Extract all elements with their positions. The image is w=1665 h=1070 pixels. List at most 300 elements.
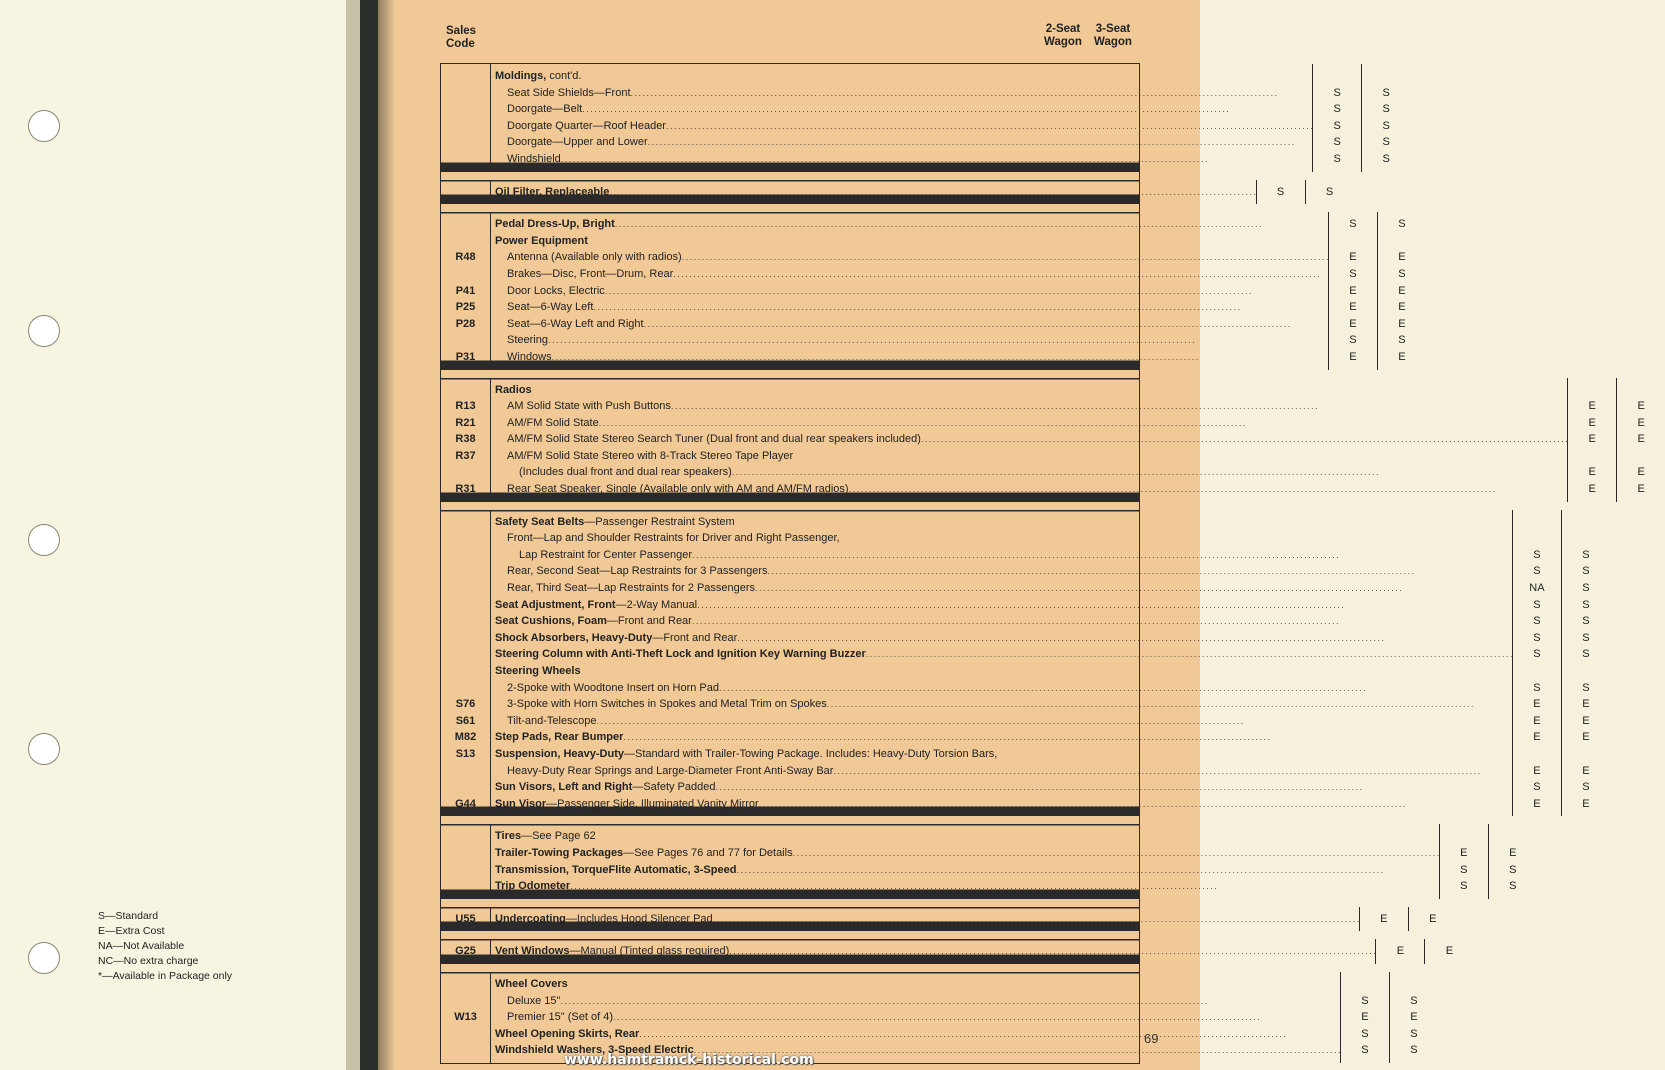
item-detail: Seat—6-Way Left [507,301,594,314]
item-name: Radios [495,383,532,396]
three-seat-value: E [1398,284,1406,297]
item-name: Suspension, Heavy-Duty [495,747,624,760]
item-name: Undercoating [495,912,566,925]
three-seat-value: E [1637,483,1645,496]
two-seat-value: S [1361,1027,1369,1040]
item-detail: cont'd. [546,70,582,82]
description-column [491,64,1312,172]
item-description [491,299,1328,316]
item-name: Steering Wheels [495,665,581,677]
description-column [491,510,1512,817]
item-description [491,613,1512,630]
item-name: Transmission, TorqueFlite Automatic, 3-Speed [495,863,737,876]
two-seat-value: E [1349,284,1357,297]
item-description [491,249,1328,266]
sales-code-column [441,824,491,898]
three-seat-value: S [1410,1044,1418,1057]
two-seat-value: S [1333,119,1341,132]
two-seat-value [1513,746,1561,763]
item-detail: (Includes dual front and dual rear speakers) [519,466,732,479]
item-detail: —See Pages 76 and 77 for Details [623,846,793,859]
two-seat-value: E [1588,433,1596,446]
sales-code-column [441,510,491,817]
three-seat-value: E [1445,945,1454,958]
three-seat-value: S [1398,334,1406,347]
item-description [491,481,1567,498]
sales-code [441,779,490,796]
header-sales-code: Sales Code [446,25,477,50]
sales-code: S13 [455,747,476,760]
sales-code: R21 [455,416,476,429]
item-detail: Seat Side Shields—Front [507,86,631,99]
legend-item: NA—Not Available [98,940,185,952]
item-description [491,464,1567,481]
description-column [491,939,1375,964]
sales-code: U55 [455,912,476,925]
sales-code [441,597,490,614]
two-seat-value: S [1333,152,1341,165]
sales-code [441,828,490,845]
sales-code [441,134,490,151]
item-description [491,547,1512,564]
sales-code [441,1042,490,1059]
item-name: Sun Visors, Left and Right [495,781,633,794]
item-detail: —Front and Rear [606,615,692,628]
sales-code [441,976,490,993]
two-seat-value: E [1588,400,1596,413]
item-detail: Premier 15" (Set of 4) [507,1011,613,1024]
two-seat-value [1568,382,1616,399]
two-seat-value: E [1588,416,1596,429]
two-seat-value: S [1349,218,1357,231]
two-seat-value [1329,233,1377,250]
two-seat-value [1313,68,1361,85]
header-3-seat-wagon: 3-Seat Wagon [1094,23,1132,48]
three-seat-value: E [1398,317,1406,330]
sales-code [441,613,490,630]
sales-code [441,630,490,647]
item-detail: —Includes Hood Silencer Pad [565,912,713,925]
item-detail: AM/FM Solid State Stereo with 8-Track Stereo Tape Player [507,449,794,462]
two-seat-value: E [1588,466,1596,479]
three-seat-column [1425,939,1473,964]
three-seat-value [1390,976,1438,993]
item-name: Windshield Washers, 3-Speed Electric [495,1044,694,1057]
sales-code-column [441,972,491,1063]
three-seat-value: S [1509,863,1517,876]
item-detail: Heavy-Duty Rear Springs and Large-Diameter Front Anti-Sway Bar [507,764,834,777]
three-seat-column [1489,824,1537,898]
item-description [491,828,1439,845]
item-detail: Brakes—Disc, Front—Drum, Rear [507,267,674,280]
item-detail: Lap Restraint for Center Passenger [519,548,693,561]
table-group [441,172,1334,205]
two-seat-value: E [1361,1011,1369,1024]
two-seat-value: E [1533,698,1541,711]
item-description [491,283,1328,300]
item-description [491,943,1375,960]
legend-item: S—Standard [98,910,159,922]
two-seat-value: S [1333,136,1341,149]
item-detail: Deluxe 15" [507,994,561,1007]
item-detail: —See Page 62 [521,830,596,843]
three-seat-value: E [1637,416,1645,429]
item-description [491,630,1512,647]
item-name: Step Pads, Rear Bumper [495,731,624,744]
item-detail: Door Locks, Electric [507,284,605,297]
legend [98,909,232,984]
item-description [491,993,1340,1010]
three-seat-value: S [1582,565,1590,578]
item-description [491,746,1512,763]
three-seat-value: E [1582,797,1590,810]
item-description [491,530,1512,547]
three-seat-value: S [1582,781,1590,794]
item-description [491,382,1567,399]
three-seat-value [1562,746,1610,763]
two-seat-value: S [1533,615,1541,628]
item-name: Seat Adjustment, Front [495,598,616,611]
two-seat-value: S [1533,565,1541,578]
item-detail: AM/FM Solid State Stereo Search Tuner (Dual front and dual rear speakers included) [507,433,921,446]
left-page [0,0,346,1070]
sales-code [441,68,490,85]
item-name: Seat Cushions, Foam [495,615,607,628]
item-detail: Front—Lap and Shoulder Restraints for Driver and Right Passenger, [507,532,840,545]
two-seat-value [1440,828,1488,845]
item-description [491,1026,1340,1043]
three-seat-value: S [1509,880,1517,893]
item-description [491,266,1328,283]
table-group [441,502,1590,817]
item-detail: —Standard with Trailer-Towing Package. Includes: Heavy-Duty Torsion Bars, [623,747,998,760]
three-seat-value: E [1582,698,1590,711]
two-seat-value [1513,514,1561,531]
item-name: Vent Windows [495,945,570,958]
two-seat-value: S [1533,631,1541,644]
binder-hole [28,733,60,765]
sales-code [441,514,490,531]
sales-code [441,563,490,580]
sales-code [441,680,490,697]
sales-code: R38 [455,433,476,446]
two-seat-value: E [1349,301,1357,314]
three-seat-value: S [1410,994,1418,1007]
item-detail: —Front and Rear [652,631,738,644]
three-seat-value: S [1410,1027,1418,1040]
item-description [491,597,1512,614]
binder-hole [28,524,60,556]
description-column [491,824,1439,898]
sales-code: S61 [455,714,476,727]
binder-hole [28,110,60,142]
two-seat-value: E [1533,797,1541,810]
item-description [491,976,1340,993]
item-name: Sun Visor [495,797,547,810]
table-group [441,64,1390,172]
item-description [491,911,1359,928]
sales-code-column [441,378,491,502]
two-seat-value: S [1333,103,1341,116]
three-seat-value [1362,68,1410,85]
sales-code [441,332,490,349]
item-detail: —2-Way Manual [615,598,698,611]
two-seat-value: S [1361,994,1369,1007]
three-seat-value: S [1325,185,1334,198]
two-seat-column [1375,939,1425,964]
item-description [491,1009,1340,1026]
legend-item: *—Available in Package only [98,970,233,982]
three-seat-value [1562,663,1610,680]
three-seat-column [1306,180,1354,205]
item-detail: Doorgate—Belt [507,103,583,116]
sales-code: R37 [455,449,476,462]
sales-code: W13 [454,1011,477,1024]
three-seat-value: E [1398,350,1406,363]
item-description [491,101,1312,118]
item-detail: —Passenger Side, Illuminated Vanity Mirror [546,797,759,810]
description-column [491,378,1567,502]
item-description [491,415,1567,432]
sales-code: R13 [455,400,476,413]
three-seat-value: S [1582,598,1590,611]
three-seat-value: E [1637,466,1645,479]
item-description [491,332,1328,349]
three-seat-column [1562,510,1610,817]
two-seat-value [1513,530,1561,547]
binding-spine [360,0,378,1070]
two-seat-value: E [1349,350,1357,363]
legend-item: E—Extra Cost [98,925,165,937]
description-column [491,907,1359,932]
item-description [491,233,1328,250]
three-seat-value: S [1582,548,1590,561]
sales-code [441,382,490,399]
item-description [491,663,1512,680]
item-description [491,85,1312,102]
item-description [491,779,1512,796]
two-seat-value: S [1533,681,1541,694]
sales-code [441,184,490,201]
sales-code [441,1026,490,1043]
sales-code: P25 [455,301,476,314]
three-seat-value: S [1398,267,1406,280]
sales-code [441,663,490,680]
item-description [491,151,1312,168]
legend-item: NC—No extra charge [98,955,199,967]
two-seat-value: E [1396,945,1405,958]
three-seat-value: E [1429,912,1437,925]
three-seat-value: E [1582,731,1590,744]
two-seat-value: E [1380,912,1388,925]
two-seat-value: S [1533,598,1541,611]
item-name: Steering Column with Anti-Theft Lock and Ignition Key Warning Buzzer [495,648,866,661]
sales-code: G44 [455,797,476,810]
three-seat-value: S [1382,103,1390,116]
item-description [491,796,1512,813]
three-seat-value: S [1382,119,1390,132]
item-detail: Rear, Second Seat—Lap Restraints for 3 Passengers [507,565,768,578]
item-detail: Tilt-and-Telescope [507,714,597,727]
three-seat-value: E [1398,301,1406,314]
sales-code [441,862,490,879]
three-seat-value [1562,530,1610,547]
item-detail: AM Solid State with Push Buttons [507,400,671,413]
sales-code [441,233,490,250]
item-description [491,398,1567,415]
three-seat-value [1617,382,1665,399]
table-group [441,931,1454,964]
item-detail: —Safety Padded [632,781,716,794]
item-description [491,563,1512,580]
sales-code [441,118,490,135]
table-group [441,204,1406,369]
three-seat-value: E [1410,1011,1418,1024]
two-seat-column [1340,972,1390,1063]
two-seat-value: S [1533,648,1541,661]
two-seat-value: S [1276,185,1285,198]
page-shadow [378,0,394,1070]
item-description [491,118,1312,135]
item-description [491,216,1328,233]
item-name: Power Equipment [495,234,588,247]
item-name: Moldings, [495,70,547,82]
sales-code-column [441,212,491,369]
sales-code [441,101,490,118]
right-page [394,0,1645,1070]
three-seat-value: S [1582,582,1590,595]
description-column [491,212,1328,369]
item-detail: —Passenger Restraint System [584,515,735,528]
item-detail: Doorgate Quarter—Roof Header [507,119,666,132]
sales-code-column [441,907,491,932]
binder-hole [28,315,60,347]
item-description [491,878,1439,895]
table-group [441,370,1645,502]
two-seat-value: S [1533,548,1541,561]
two-seat-value: NA [1529,582,1545,595]
three-seat-value: E [1509,846,1517,859]
sales-code [441,85,490,102]
item-description [491,862,1439,879]
two-seat-value: S [1349,334,1357,347]
item-description [491,316,1328,333]
three-seat-column [1409,907,1457,932]
two-seat-column [1256,180,1306,205]
item-detail: 3-Spoke with Horn Switches in Spokes and Metal Trim on Spokes [507,698,827,711]
three-seat-value: E [1637,400,1645,413]
two-seat-column [1359,907,1409,932]
item-description [491,763,1512,780]
item-description [491,845,1439,862]
two-seat-value [1341,976,1389,993]
sales-code [441,845,490,862]
two-seat-value: E [1349,251,1357,264]
three-seat-value: S [1582,648,1590,661]
page-gutter [346,0,360,1070]
item-detail: AM/FM Solid State [507,416,599,429]
table-group [441,816,1517,898]
item-name: Trip Odometer [495,880,571,893]
table-group [441,899,1437,932]
page-number: 69 [1144,1031,1159,1046]
sales-code [441,151,490,168]
item-detail: Windows [507,350,552,363]
item-name: Oil Filter, Replaceable [495,185,610,198]
item-name: Trailer-Towing Packages [495,846,624,859]
sales-code [441,580,490,597]
sales-code: R48 [455,251,476,264]
two-seat-value: S [1460,863,1468,876]
three-seat-value [1378,233,1426,250]
item-description [491,448,1567,465]
three-seat-value: S [1382,136,1390,149]
three-seat-value [1617,448,1665,465]
item-description [491,580,1512,597]
sales-code [441,646,490,663]
three-seat-column [1378,212,1426,369]
two-seat-value: E [1349,317,1357,330]
sales-code: R31 [455,483,476,496]
sales-code-column [441,64,491,172]
item-description [491,646,1512,663]
two-seat-column [1567,378,1617,502]
two-seat-value: E [1533,714,1541,727]
item-name: Shock Absorbers, Heavy-Duty [495,631,653,644]
item-description [491,349,1328,366]
item-detail: —Manual (Tinted glass required) [569,945,730,958]
item-description [491,680,1512,697]
header-2-seat-wagon: 2-Seat Wagon [1044,23,1082,48]
two-seat-column [1439,824,1489,898]
item-detail: Antenna (Available only with radios) [507,251,682,264]
two-seat-value [1568,448,1616,465]
two-seat-value: S [1333,86,1341,99]
three-seat-value: S [1582,681,1590,694]
two-seat-column [1512,510,1562,817]
item-description [491,514,1512,531]
two-seat-value: S [1361,1044,1369,1057]
item-name: Wheel Opening Skirts, Rear [495,1027,640,1040]
three-seat-value: E [1398,251,1406,264]
sales-code [441,464,490,481]
item-description [491,729,1512,746]
two-seat-value: E [1460,846,1468,859]
sales-code: G25 [455,945,476,958]
three-seat-value: S [1382,86,1390,99]
description-column [491,180,1256,205]
two-seat-column [1312,64,1362,172]
three-seat-value [1562,514,1610,531]
sales-code [441,763,490,780]
two-seat-value: E [1533,764,1541,777]
sales-code: P41 [455,284,476,297]
three-seat-value: E [1582,714,1590,727]
three-seat-value: S [1382,152,1390,165]
item-detail: Rear, Third Seat—Lap Restraints for 2 Passengers [507,582,756,595]
two-seat-value: S [1349,267,1357,280]
three-seat-column [1617,378,1665,502]
three-seat-value: E [1637,433,1645,446]
item-detail: Steering [507,334,548,347]
three-seat-value: S [1582,615,1590,628]
three-seat-value: S [1398,218,1406,231]
sales-code-column [441,939,491,964]
two-seat-value: S [1460,880,1468,893]
sales-code [441,993,490,1010]
sales-code: P31 [455,350,476,363]
two-seat-column [1328,212,1378,369]
